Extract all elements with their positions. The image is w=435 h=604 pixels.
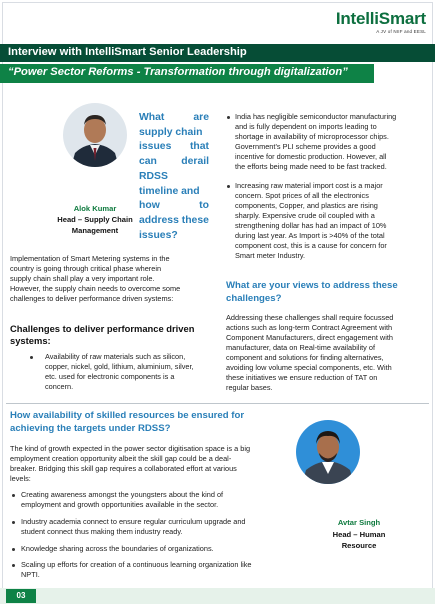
question3-bullet-line: Knowledge sharing across the boundaries of organizations. xyxy=(21,544,214,553)
challenge-bullet-line: copper, nickel, gold, lithium, aluminium, silver, xyxy=(45,362,194,371)
person1-name: Alok Kumar xyxy=(73,204,117,213)
right-bullet1-line: and is fully dependent on imports leading to xyxy=(235,122,377,131)
question3-bullet-line: Scaling up efforts for creation of a continuous learning organization like xyxy=(21,560,252,569)
page-title: Interview with IntelliSmart Senior Leadership xyxy=(8,46,247,58)
question3-heading: achieving the targets under RDSS? xyxy=(10,423,171,434)
question3-heading: How availability of skilled resources be ensured for xyxy=(10,410,245,421)
answer2-line: manufacturer, data on Real-time availability of xyxy=(226,343,375,352)
challenges-heading: Challenges to deliver performance driven xyxy=(10,323,195,334)
question3-paragraph-line: employment creation opportunity albeit the skill gap could be a deal- xyxy=(10,454,232,463)
right-bullet2-line: Increasing raw material import cost is a major xyxy=(235,181,383,190)
right-bullet2-line: sharply. Expensive crude oil coupled with a xyxy=(235,211,375,220)
page-subtitle: “Power Sector Reforms - Transformation through digitalization” xyxy=(8,66,348,78)
question3-paragraph-line: The kind of growth expected in the power sector digitisation space is a big xyxy=(10,444,251,453)
question1-line: What are xyxy=(139,112,209,123)
question3-paragraph-line: levels: xyxy=(10,474,31,483)
person2-name: Avtar Singh xyxy=(337,518,381,527)
person2-role-line1: Head – Human xyxy=(332,530,386,539)
question2-heading: challenges? xyxy=(226,293,282,304)
question2-heading: What are your views to address these xyxy=(226,280,398,291)
question1-line: issues that xyxy=(139,141,209,152)
challenge-bullet-line: etc. used for electronic components is a xyxy=(45,372,175,381)
person1-role-line1: Head – Supply Chain xyxy=(57,215,133,224)
person2-role-line2: Resource xyxy=(341,541,377,550)
question1-line: address these xyxy=(139,215,209,226)
question3-bullet-line: Industry academia connect to ensure regular curriculum upgrade and xyxy=(21,517,246,526)
avtar-singh-photo xyxy=(296,420,360,484)
right-bullet2-line: during last year. As Import is >40% of the total xyxy=(235,231,385,240)
logo-wordmark: IntelliSmart xyxy=(335,9,426,28)
question3-bullet-line: employment and growth opportunities available in the sector. xyxy=(21,500,219,509)
answer2-line: these initiatives we ensure reduction of TAT on xyxy=(226,373,378,382)
intro-line: challenges to deliver performance driven systems: xyxy=(10,294,174,303)
challenge-bullet-line: Availability of raw materials such as silicon, xyxy=(45,352,186,361)
question1-line: supply chain xyxy=(139,127,203,138)
answer2-line: Addressing these challenges shall require focussed xyxy=(226,313,394,322)
answer2-line: Component Manufacturers, direct engagement with xyxy=(226,333,393,342)
question3-bullet-line: Creating awareness amongst the youngsters about the kind of xyxy=(21,490,224,499)
question3-bullet-line: student connect thus making them industry ready. xyxy=(21,527,183,536)
question3-bullet-line: NPTI. xyxy=(21,570,40,579)
right-bullet2-line: strengthening dollar has had an impact of 10% xyxy=(235,221,387,230)
right-bullet2-line: concern. Spot prices of all the electronics xyxy=(235,191,369,200)
intro-line: country is going through critical phase wherein xyxy=(10,264,162,273)
challenge-bullet-line: concern. xyxy=(45,382,74,391)
right-bullet1-line: incentive for domestic production. However, all xyxy=(235,152,387,161)
right-bullet1-line: India has negligible semiconductor manufacturing xyxy=(235,112,397,121)
alok-kumar-photo xyxy=(63,103,127,167)
answer2-line: avoiding low volume special components, etc. With xyxy=(226,363,392,372)
question1-line: can derail xyxy=(139,156,209,167)
person1-role-line2: Management xyxy=(71,226,119,235)
right-bullet1-line: the efforts being made need to be fast tracked. xyxy=(235,162,387,171)
question1-line: how to xyxy=(139,200,209,211)
right-bullet2-line: component cost, this is a cause for concern for xyxy=(235,241,387,250)
right-bullet2-line: Smart meter Industry. xyxy=(235,251,306,260)
intro-line: supply chain shall play a very important role. xyxy=(10,274,155,283)
right-bullet2-line: components, Copper, and plastics are rising xyxy=(235,201,378,210)
answer2-line: component and solutions for finding alternatives, xyxy=(226,353,384,362)
answer2-line: regular bases. xyxy=(226,383,273,392)
page-number: 03 xyxy=(6,589,36,603)
question1-line: RDSS xyxy=(139,171,168,182)
challenges-heading: systems: xyxy=(10,335,51,346)
footer-bar xyxy=(0,588,435,604)
question3-paragraph-line: breaker. Bridging this skill gap requires a collaborated effort at various xyxy=(10,464,237,473)
logo-tagline: A JV of NIIF and EESL xyxy=(376,29,426,34)
intro-line: However, the supply chain needs to overcome some xyxy=(10,284,181,293)
question1-line: timeline and xyxy=(139,186,200,197)
intellismart-logo xyxy=(326,9,426,39)
intro-line: Implementation of Smart Metering systems in the xyxy=(10,254,170,263)
section-divider xyxy=(6,403,429,404)
right-bullet1-line: shortage in availability of microprocessor chips. xyxy=(235,132,389,141)
answer2-line: actions such as long-term Contract Agreement with xyxy=(226,323,393,332)
right-bullet1-line: Government’s PLI scheme provides a good xyxy=(235,142,376,151)
question1-line: issues? xyxy=(139,230,178,241)
